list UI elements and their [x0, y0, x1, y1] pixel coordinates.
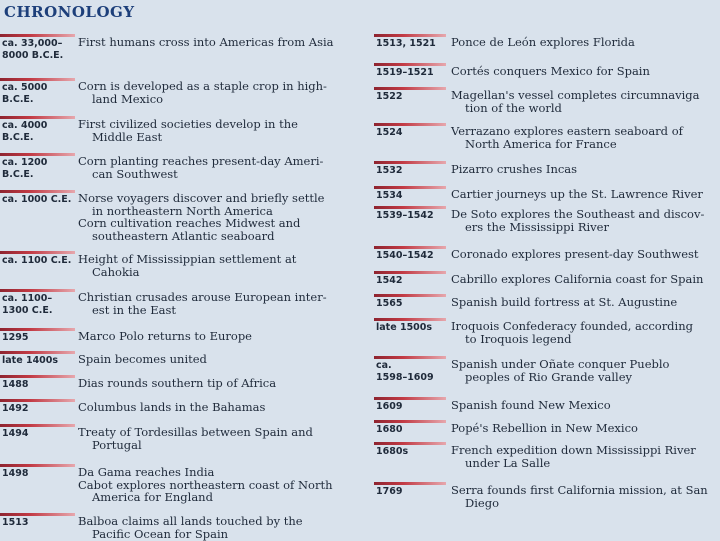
entry-date-line: 1513, 1521	[376, 38, 436, 49]
entry-description-line: in northeastern North America	[92, 203, 273, 218]
entry-date-line: late 1400s	[2, 355, 59, 366]
entry-date-line: ca. 1100–	[2, 293, 53, 304]
entry-date-line: 1524	[376, 127, 403, 138]
date-rule	[374, 397, 446, 400]
entry-description-line: ers the Mississippi River	[465, 219, 609, 234]
entry-date	[2, 194, 74, 206]
entry-date	[2, 355, 74, 367]
date-rule	[0, 190, 75, 193]
entry-date-line: 1519–1521	[376, 67, 434, 78]
entry-description	[78, 377, 346, 390]
entry-date-line: 1609	[376, 401, 403, 412]
entry-date	[2, 157, 74, 181]
entry-description	[451, 422, 718, 435]
entry-description-line: First humans cross into Americas from Asia	[78, 35, 334, 49]
date-rule	[374, 356, 446, 359]
entry-description	[78, 80, 346, 105]
date-rule	[0, 78, 75, 81]
entry-description-line: America for England	[92, 490, 213, 504]
entry-date-line: 1598–1609	[376, 372, 434, 383]
entry-date	[376, 298, 452, 310]
entry-date	[376, 424, 452, 436]
date-rule	[0, 399, 75, 402]
entry-date	[376, 250, 452, 262]
entry-description-line: Cortés conquers Mexico for Spain	[451, 64, 650, 78]
date-rule	[0, 116, 75, 119]
entry-date-line: 1532	[376, 165, 403, 176]
entry-description-line: Cabrillo explores California coast for Spain	[451, 272, 704, 286]
entry-description-line: Pacific Ocean for Spain	[92, 526, 229, 541]
entry-description-line: to Iroquois legend	[465, 331, 572, 346]
date-rule	[0, 351, 75, 354]
entry-date	[2, 403, 74, 415]
date-rule	[374, 294, 446, 297]
entry-description-line: Height of Mississippian settlement at	[78, 252, 297, 266]
entry-date	[376, 360, 452, 384]
entry-description-line: Corn planting reaches present-day Ameri-	[78, 154, 324, 168]
entry-description-line: southeastern Atlantic seaboard	[92, 228, 275, 243]
entry-description	[451, 65, 718, 78]
entry-description-line: Cabot explores northeastern coast of North	[78, 477, 333, 492]
entry-date-line: 1565	[376, 298, 403, 309]
entry-description-line: Cartier journeys up the St. Lawrence River	[451, 187, 703, 201]
entry-description-line: tion of the world	[465, 100, 562, 115]
entry-date-line: 1492	[2, 403, 29, 414]
entry-description-line: Da Gama reaches India	[78, 465, 215, 479]
entry-description	[451, 125, 718, 150]
entry-date-line: ca. 33,000–	[2, 38, 63, 49]
entry-description-line: Iroquois Confederacy founded, according	[451, 319, 693, 333]
entry-description	[78, 353, 346, 366]
entry-date	[376, 210, 452, 222]
entry-date	[2, 293, 74, 317]
entry-description-line: De Soto explores the Southeast and discov-	[451, 207, 705, 221]
entry-date-line: ca.	[376, 360, 392, 371]
entry-date-line: 8000 B.C.E.	[2, 50, 64, 61]
entry-date-line: 1680s	[376, 446, 409, 457]
date-rule	[374, 420, 446, 423]
date-rule	[374, 123, 446, 126]
entry-date-line: ca. 5000	[2, 82, 48, 93]
date-rule	[374, 246, 446, 249]
entry-description	[451, 208, 718, 233]
entry-date-line: 1542	[376, 275, 403, 286]
entry-description	[78, 330, 346, 343]
entry-date	[2, 468, 74, 480]
entry-date	[376, 322, 452, 334]
entry-description-line: Treaty of Tordesillas between Spain and	[78, 425, 313, 439]
entry-date-line: B.C.E.	[2, 169, 34, 180]
entry-description-line: Serra founds first California mission, at San	[451, 483, 708, 497]
entry-description	[451, 444, 718, 469]
date-rule	[0, 328, 75, 331]
date-rule	[0, 513, 75, 516]
entry-date-line: ca. 4000	[2, 120, 48, 131]
date-rule	[374, 186, 446, 189]
entry-date	[2, 120, 74, 144]
date-rule	[0, 424, 75, 427]
entry-description-line: First civilized societies develop in the	[78, 117, 298, 131]
entry-description-line: Columbus lands in the Bahamas	[78, 400, 266, 414]
entry-description	[78, 155, 346, 180]
entry-description	[78, 192, 346, 242]
entry-description-line: can Southwest	[92, 166, 178, 181]
entry-description	[451, 320, 718, 345]
entry-date	[2, 255, 74, 267]
entry-description	[451, 273, 718, 286]
entry-date-line: 1680	[376, 424, 403, 435]
entry-description-line: Coronado explores present-day Southwest	[451, 247, 699, 261]
entry-description	[78, 426, 346, 451]
entry-description	[451, 399, 718, 412]
date-rule	[374, 271, 446, 274]
entry-description-line: land Mexico	[92, 91, 164, 106]
entry-date-line: ca. 1100 C.E.	[2, 255, 72, 266]
entry-description-line: North America for France	[465, 136, 617, 151]
entry-date-line: ca. 1000 C.E.	[2, 194, 72, 205]
entry-date-line: B.C.E.	[2, 132, 34, 143]
entry-date-line: 1769	[376, 486, 403, 497]
entry-description-line: Spain becomes united	[78, 352, 207, 366]
date-rule	[0, 34, 75, 37]
entry-description-line: Portugal	[92, 437, 142, 452]
entry-description-line: est in the East	[92, 302, 176, 317]
date-rule	[374, 482, 446, 485]
entry-date	[376, 38, 452, 50]
entry-date	[2, 332, 74, 344]
entry-date	[2, 428, 74, 440]
entry-description	[78, 515, 346, 540]
entry-description-line: Cahokia	[92, 264, 140, 279]
entry-description	[78, 466, 346, 504]
entry-date	[376, 486, 452, 498]
entry-description-line: Middle East	[92, 129, 163, 144]
entry-description-line: Diego	[465, 495, 499, 510]
entry-description-line: Spanish found New Mexico	[451, 398, 611, 412]
date-rule	[374, 34, 446, 37]
entry-date-line: late 1500s	[376, 322, 433, 333]
entry-description	[451, 484, 718, 509]
entry-date-line: B.C.E.	[2, 94, 34, 105]
date-rule	[0, 153, 75, 156]
date-rule	[0, 375, 75, 378]
entry-description	[78, 253, 346, 278]
entry-description	[78, 36, 346, 49]
page-title: CHRONOLOGY	[4, 3, 135, 21]
entry-description-line: Christian crusades arouse European inter-	[78, 290, 327, 304]
entry-description	[451, 358, 718, 383]
date-rule	[374, 318, 446, 321]
entry-date-line: 1534	[376, 190, 403, 201]
entry-description-line: Pizarro crushes Incas	[451, 162, 578, 176]
date-rule	[0, 464, 75, 467]
entry-description-line: French expedition down Mississippi River	[451, 443, 696, 457]
entry-date-line: 1540–1542	[376, 250, 434, 261]
entry-date-line: ca. 1200	[2, 157, 48, 168]
date-rule	[374, 206, 446, 209]
entry-date	[376, 91, 452, 103]
entry-date	[376, 67, 452, 79]
entry-description	[451, 188, 718, 201]
entry-date	[376, 190, 452, 202]
entry-description-line: Ponce de León explores Florida	[451, 35, 635, 49]
entry-date	[376, 165, 452, 177]
entry-description	[451, 89, 718, 114]
entry-date-line: 1498	[2, 468, 29, 479]
entry-date-line: 1295	[2, 332, 29, 343]
date-rule	[374, 63, 446, 66]
entry-date	[376, 446, 452, 458]
entry-date	[2, 379, 74, 391]
date-rule	[0, 251, 75, 254]
entry-date	[376, 401, 452, 413]
entry-date-line: 1300 C.E.	[2, 305, 53, 316]
entry-description-line: Popé's Rebellion in New Mexico	[451, 421, 638, 435]
entry-date	[376, 275, 452, 287]
entry-date-line: 1488	[2, 379, 29, 390]
entry-description-line: Dias rounds southern tip of Africa	[78, 376, 277, 390]
entry-date	[2, 82, 74, 106]
entry-description	[78, 118, 346, 143]
date-rule	[374, 442, 446, 445]
entry-description-line: under La Salle	[465, 455, 551, 470]
entry-description-line: peoples of Rio Grande valley	[465, 369, 633, 384]
entry-description-line: Spanish under Oñate conquer Pueblo	[451, 357, 670, 371]
entry-date-line: 1513	[2, 517, 29, 528]
entry-date-line: 1494	[2, 428, 29, 439]
entry-description-line: Verrazano explores eastern seaboard of	[451, 124, 683, 138]
entry-description	[451, 296, 718, 309]
entry-description-line: Corn is developed as a staple crop in high-	[78, 79, 327, 93]
entry-date	[2, 517, 74, 529]
entry-description-line: Norse voyagers discover and briefly settle	[78, 191, 325, 205]
date-rule	[0, 289, 75, 292]
entry-description-line: Marco Polo returns to Europe	[78, 329, 252, 343]
entry-description	[78, 291, 346, 316]
entry-description-line: Spanish build fortress at St. Augustine	[451, 295, 678, 309]
entry-description	[78, 401, 346, 414]
entry-description-line: Balboa claims all lands touched by the	[78, 514, 303, 528]
entry-date	[376, 127, 452, 139]
entry-description	[451, 248, 718, 261]
entry-description	[451, 163, 718, 176]
entry-date-line: 1522	[376, 91, 403, 102]
entry-description	[451, 36, 718, 49]
date-rule	[374, 161, 446, 164]
date-rule	[374, 87, 446, 90]
entry-date	[2, 38, 74, 62]
entry-date-line: 1539–1542	[376, 210, 434, 221]
entry-description-line: Magellan's vessel completes circumnaviga	[451, 88, 700, 102]
entry-description-line: Corn cultivation reaches Midwest and	[78, 216, 301, 230]
